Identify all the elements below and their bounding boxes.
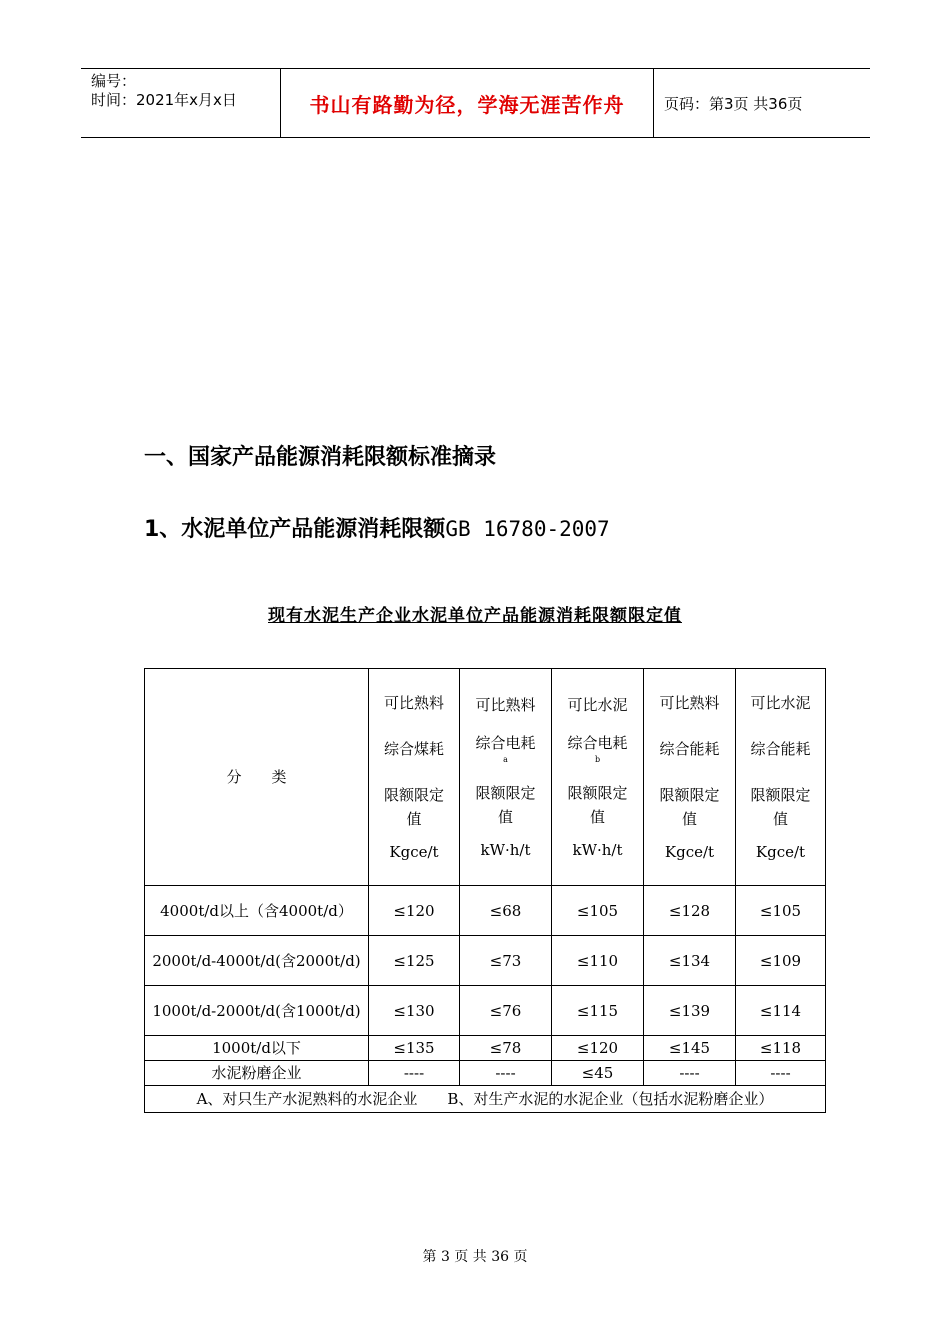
subsection-title: 1、水泥单位产品能源消耗限额 <box>144 517 446 542</box>
table-cell: ≤120 <box>369 886 460 936</box>
table-cell: ≤128 <box>644 886 736 936</box>
table-cell: ---- <box>460 1061 552 1086</box>
header-motto: 书山有路勤为径，学海无涯苦作舟 <box>309 92 625 117</box>
column-header: 可比水泥 综合电耗 b 限额限定 值 kW·h/t <box>552 669 644 886</box>
header-meta <box>81 69 281 137</box>
table-caption: 现有水泥生产企业水泥单位产品能源消耗限额限定值 <box>268 606 682 626</box>
table-note: A、对只生产水泥熟料的水泥企业 B、对生产水泥的水泥企业（包括水泥粉磨企业） <box>145 1086 826 1113</box>
column-unit: Kgce/t <box>389 843 439 861</box>
row-category: 2000t/d-4000t/d(含2000t/d) <box>145 936 369 986</box>
row-category: 水泥粉磨企业 <box>145 1061 369 1086</box>
table-row <box>145 936 826 986</box>
section-heading: 一、国家产品能源消耗限额标准摘录 <box>144 445 497 470</box>
category-header: 分 类 <box>145 669 369 886</box>
column-unit: kW·h/t <box>480 841 531 859</box>
table-cell: ≤130 <box>369 986 460 1036</box>
number-label: 编号： <box>91 72 137 90</box>
table-note-row <box>145 1086 826 1113</box>
column-header: 可比熟料 综合能耗 限额限定 值 Kgce/t <box>644 669 736 886</box>
table-cell: ---- <box>736 1061 826 1086</box>
table-cell: ≤135 <box>369 1036 460 1061</box>
footnote-marker: b <box>594 755 601 764</box>
column-unit: kW·h/t <box>572 841 623 859</box>
table-cell: ≤109 <box>736 936 826 986</box>
table-cell: ≤76 <box>460 986 552 1036</box>
time-label: 时间：2021年x月x日 <box>91 91 237 109</box>
table-cell: ≤110 <box>552 936 644 986</box>
table-cell: ≤125 <box>369 936 460 986</box>
table-row <box>145 986 826 1036</box>
standard-code: GB 16780-2007 <box>445 517 610 541</box>
table-cell: ≤68 <box>460 886 552 936</box>
table-row <box>145 1061 826 1086</box>
table-cell: ≤139 <box>644 986 736 1036</box>
table-cell: ≤120 <box>552 1036 644 1061</box>
table-cell: ≤114 <box>736 986 826 1036</box>
page-header <box>81 68 870 138</box>
table-cell: ≤145 <box>644 1036 736 1061</box>
table-cell: ≤78 <box>460 1036 552 1061</box>
row-category: 1000t/d以下 <box>145 1036 369 1061</box>
table-row <box>145 1036 826 1061</box>
table-cell: ≤105 <box>736 886 826 936</box>
column-unit: Kgce/t <box>664 843 715 861</box>
table-cell: ≤73 <box>460 936 552 986</box>
page-footer: 第 3 页 共 36 页 <box>422 1249 528 1265</box>
table-row <box>145 886 826 936</box>
header-motto-cell <box>281 69 654 137</box>
column-header: 可比熟料 综合煤耗 限额限定 值 Kgce/t <box>369 669 460 886</box>
column-header: 可比水泥 综合能耗 限额限定 值 Kgce/t <box>736 669 826 886</box>
table-header-row <box>145 669 826 886</box>
table-cell: ≤118 <box>736 1036 826 1061</box>
footnote-marker: a <box>503 755 508 764</box>
subsection-heading <box>144 512 610 543</box>
header-page-info: 页码：第3页 共36页 <box>664 94 803 113</box>
column-unit: Kgce/t <box>755 843 806 861</box>
table-cell: ---- <box>369 1061 460 1086</box>
table-cell: ≤134 <box>644 936 736 986</box>
row-category: 4000t/d以上（含4000t/d） <box>145 886 369 936</box>
row-category: 1000t/d-2000t/d(含1000t/d) <box>145 986 369 1036</box>
table-cell: ≤45 <box>552 1061 644 1086</box>
energy-limit-table <box>144 668 826 1113</box>
table-cell: ≤115 <box>552 986 644 1036</box>
table-cell: ≤105 <box>552 886 644 936</box>
table-cell: ---- <box>644 1061 736 1086</box>
column-header: 可比熟料 综合电耗 a 限额限定 值 kW·h/t <box>460 669 552 886</box>
